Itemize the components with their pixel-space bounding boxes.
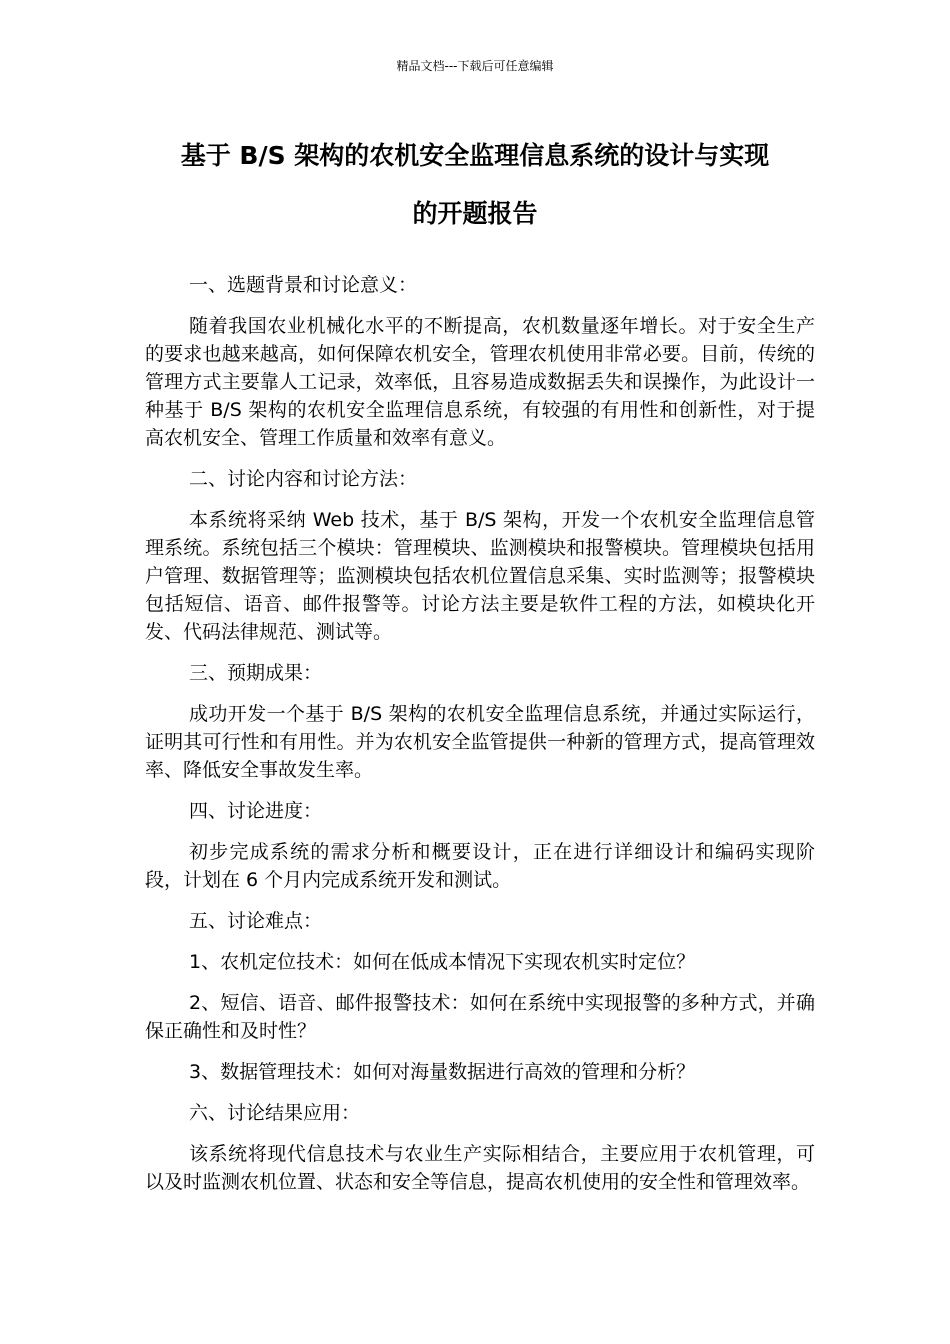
section-5-item-3: 3、数据管理技术：如何对海量数据进行高效的管理和分析？ xyxy=(189,1061,696,1083)
section-3-body: 成功开发一个基于 B/S 架构的农机安全监理信息系统，并通过实际运行，证明其可行性和有用性。并为农机安全监管提供一种新的管理方式，提高管理效率、降低安全事故发生率。 xyxy=(145,703,815,781)
section-5-heading: 五、讨论难点： xyxy=(189,910,323,932)
section-2-heading: 二、讨论内容和讨论方法： xyxy=(189,468,418,490)
section-5-item-1: 1、农机定位技术：如何在低成本情况下实现农机实时定位？ xyxy=(189,951,696,973)
section-1-heading: 一、选题背景和讨论意义： xyxy=(189,274,418,296)
section-1-body: 随着我国农业机械化水平的不断提高，农机数量逐年增长。对于安全生产的要求也越来越高，如何保障农机安全，管理农机使用非常必要。目前，传统的管理方式主要靠人工记录，效率低，且容易造成数据丢失和误操作，为此设计一种基于 B/S 架构的农机安全监理信息系统，有较强的有用性和创新性，对于提高农机安全、管理工作质量和效率有意义。 xyxy=(145,315,815,449)
section-4-body: 初步完成系统的需求分析和概要设计，正在进行详细设计和编码实现阶段，计划在 6 个月内完成系统开发和测试。 xyxy=(145,841,815,891)
document-title-line-2: 的开题报告 xyxy=(412,199,538,228)
section-6-body: 该系统将现代信息技术与农业生产实际相结合，主要应用于农机管理，可以及时监测农机位置、状态和安全等信息，提高农机使用的安全性和管理效率。 xyxy=(145,1143,815,1193)
section-2-body: 本系统将采纳 Web 技术，基于 B/S 架构，开发一个农机安全监理信息管理系统。系统包括三个模块：管理模块、监测模块和报警模块。管理模块包括用户管理、数据管理等；监测模块包括农机位置信息采集、实时监测等；报警模块包括短信、语音、邮件报警等。讨论方法主要是软件工程的方法，如模块化开发、代码法律规范、测试等。 xyxy=(145,509,815,643)
page-header: 精品文档---下载后可任意编辑 xyxy=(396,59,554,73)
section-5-item-2: 2、短信、语音、邮件报警技术：如何在系统中实现报警的多种方式，并确保正确性和及时性？ xyxy=(145,992,815,1042)
section-4-heading: 四、讨论进度： xyxy=(189,800,323,822)
section-3-heading: 三、预期成果： xyxy=(189,662,323,684)
document-body xyxy=(145,271,815,1209)
section-6-heading: 六、讨论结果应用： xyxy=(189,1102,361,1124)
document-title-line-1: 基于 B/S 架构的农机安全监理信息系统的设计与实现 xyxy=(180,141,770,170)
